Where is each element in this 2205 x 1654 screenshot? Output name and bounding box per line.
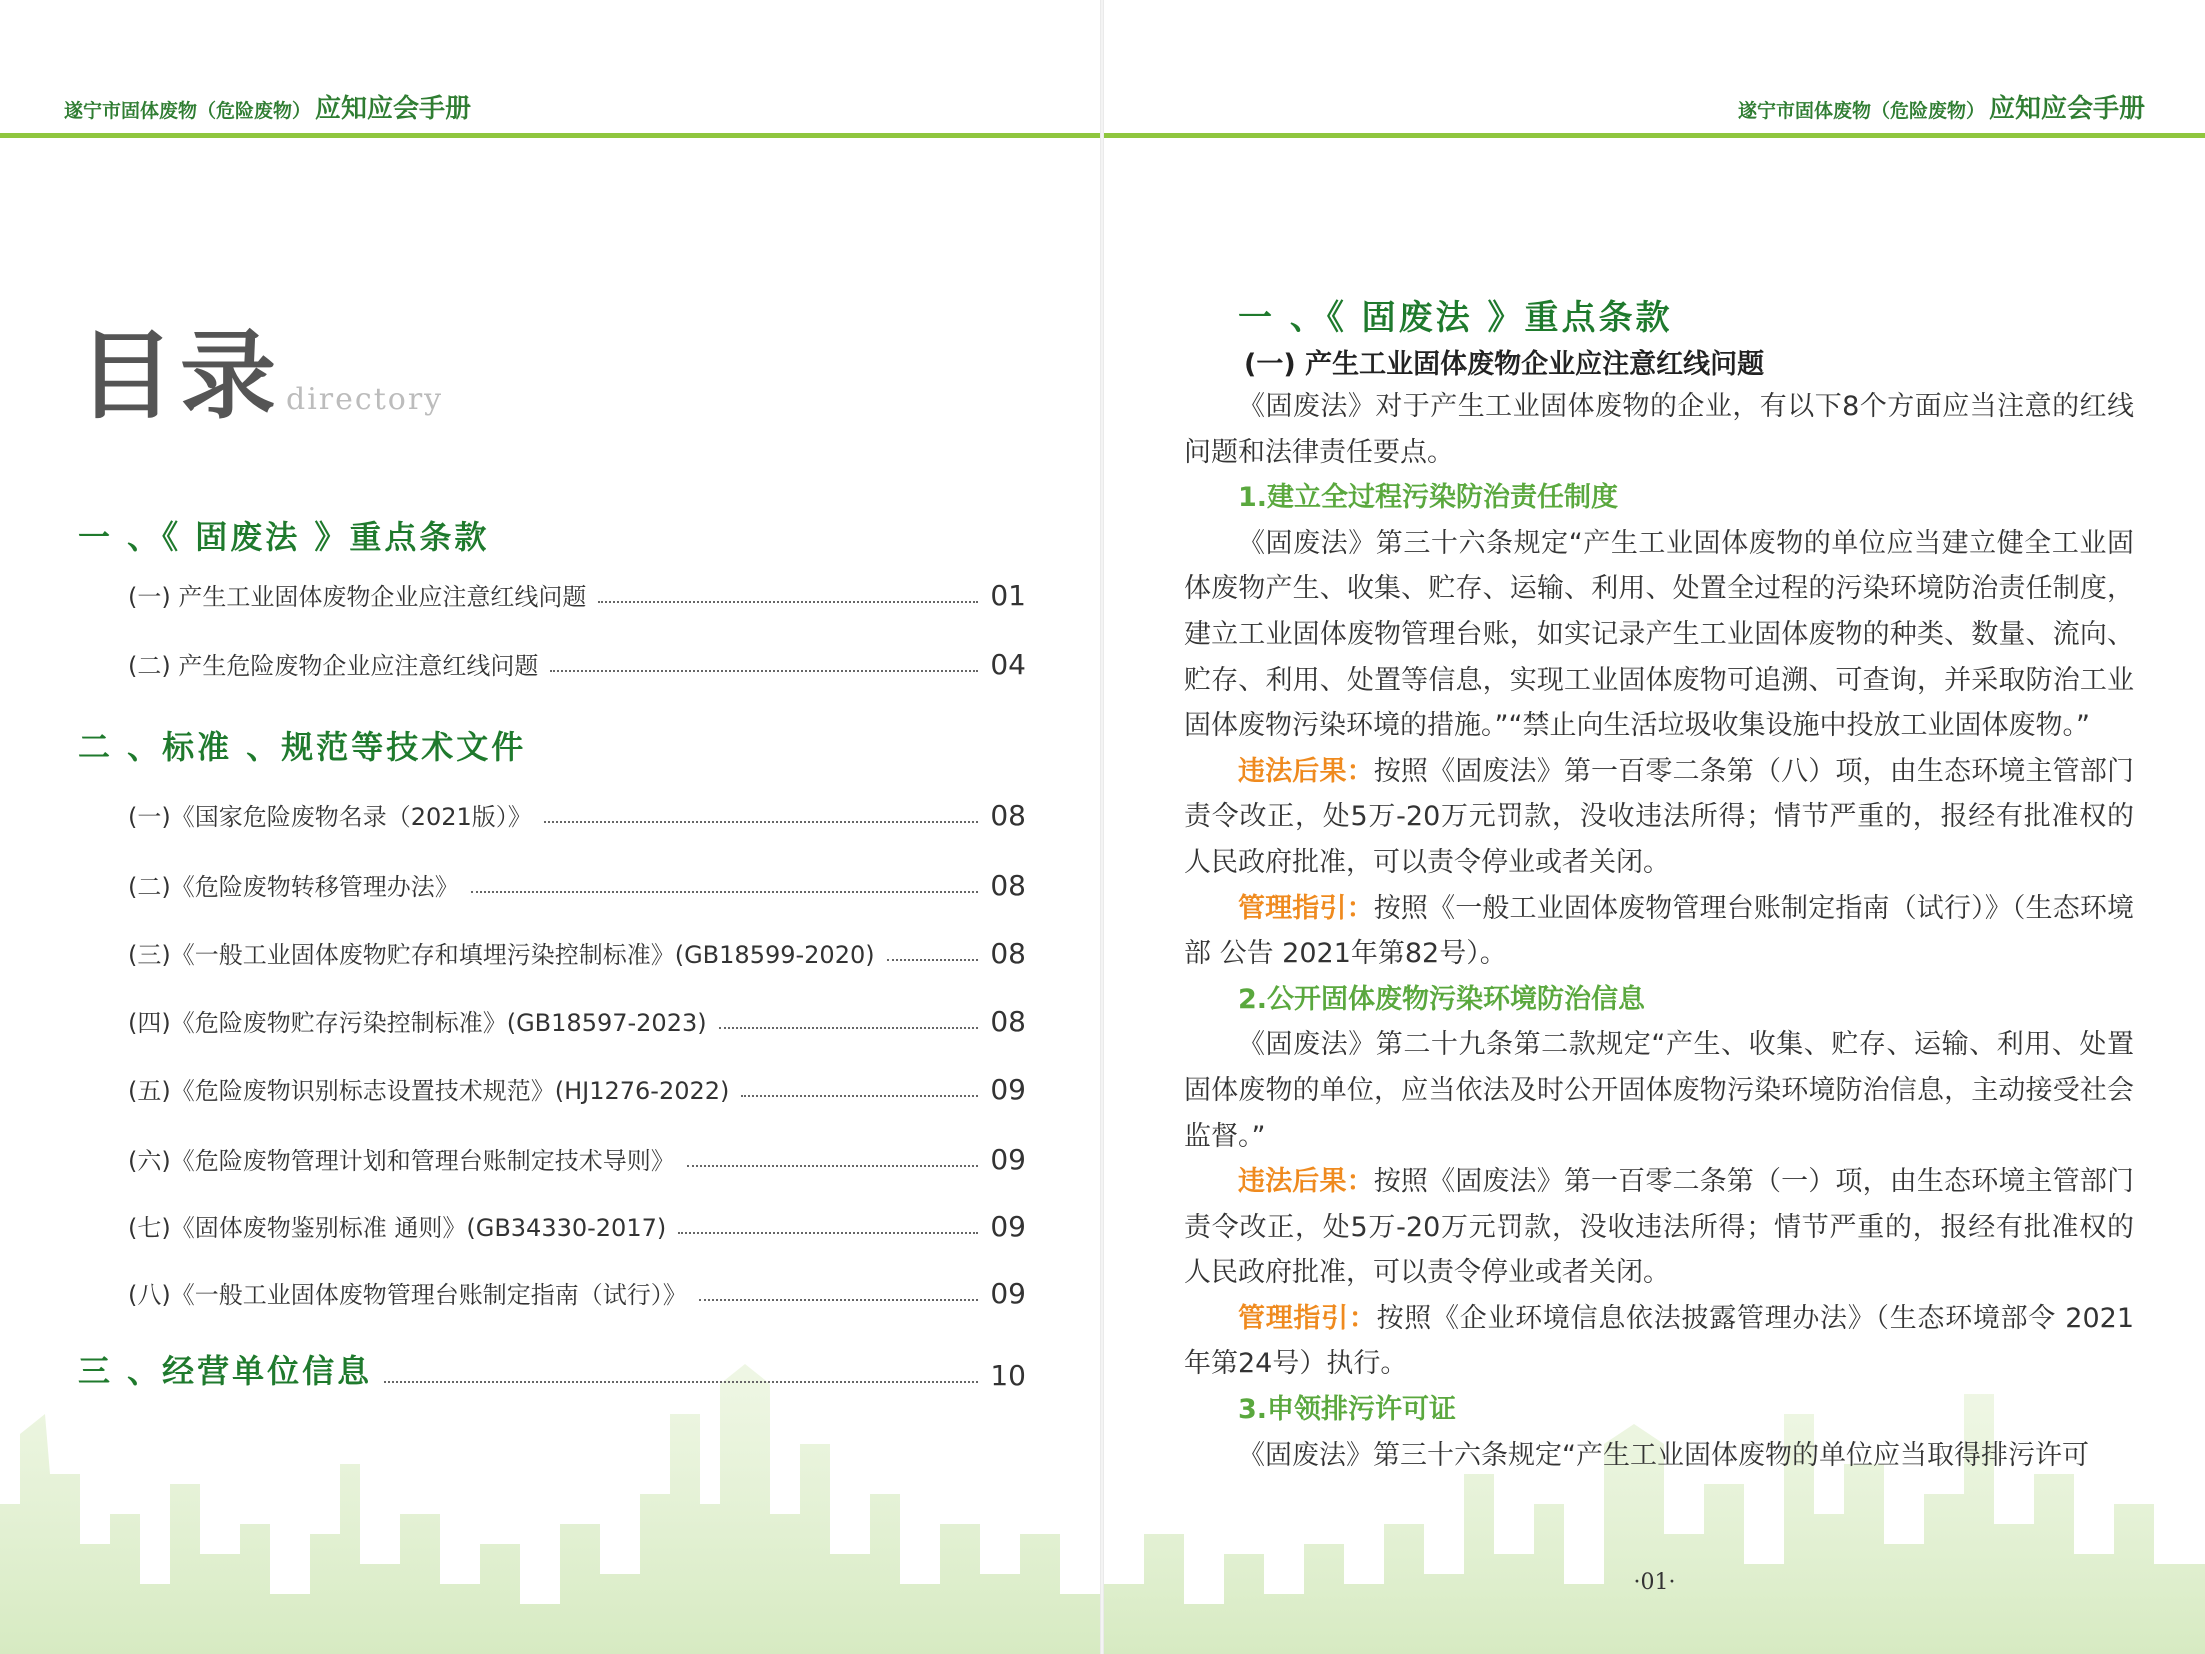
- item-text: 《固废法》第三十六条规定“产生工业固体废物的单位应当建立健全工业固体废物产生、收集、贮存、运输、利用、处置全过程的污染环境防治责任制度，建立工业固体废物管理台账，如实记录产生工业固体废物的种类、数量、流向、贮存、利用、处置等信息，实现工业固体废物可追溯、可查询，并采取防治工业固体废物污染环境的措施。”“禁止向生活垃圾收集设施中投放工业固体废物。”: [1184, 527, 2134, 742]
- toc-entry[interactable]: (二)《危险废物转移管理办法》 08: [128, 869, 1026, 902]
- consequence-label: 违法后果：: [1238, 1166, 1374, 1198]
- toc-entry[interactable]: (六)《危险废物管理计划和管理台账制定技术导则》 09: [128, 1143, 1026, 1176]
- toc-entry[interactable]: (一) 产生工业固体废物企业应注意红线问题 01: [128, 579, 1026, 612]
- left-page: [0, 0, 1100, 1654]
- toc-entry[interactable]: (三)《一般工业固体废物贮存和填埋污染控制标准》(GB18599-2020) 08: [128, 937, 1026, 970]
- guide-paragraph: [1184, 1296, 2134, 1387]
- header-title: 应知应会手册: [1988, 94, 2145, 124]
- consequence-text: 按照《固废法》第一百零二条第（一）项，由生态环境主管部门责令改正，处5万-20万元罚款，没收违法所得；情节严重的，报经有批准权的人民政府批准，可以责令停业或者关闭。: [1184, 1166, 2134, 1289]
- item-title: 2.公开固体废物污染环境防治信息: [1238, 983, 1646, 1015]
- city-skyline-background: [0, 1354, 1100, 1654]
- header-prefix: 遂宁市固体废物（危险废物）: [64, 100, 312, 122]
- page-header: [1738, 88, 2145, 128]
- header-rule: [0, 133, 1100, 138]
- toc-section-3[interactable]: 三 、经营单位信息 10: [78, 1352, 1026, 1392]
- toc-title-en: directory: [286, 382, 444, 417]
- toc-entry[interactable]: (七)《固体废物鉴别标准 通则》(GB34330-2017) 09: [128, 1210, 1026, 1243]
- consequence-paragraph: [1184, 1159, 2134, 1296]
- intro-paragraph: 《固废法》对于产生工业固体废物的企业，有以下8个方面应当注意的红线问题和法律责任要点。: [1184, 391, 2134, 468]
- guide-text: 按照《企业环境信息依法披露管理办法》（生态环境部令 2021年第24号）执行。: [1184, 1302, 2135, 1380]
- guide-text: 按照《一般工业固体废物管理台账制定指南（试行）》（生态环境部 公告 2021年第82号）。: [1184, 892, 2135, 970]
- subsection-heading: (一) 产生工业固体废物企业应注意红线问题: [1244, 349, 1765, 380]
- toc-section-2: 二 、标准 、规范等技术文件: [78, 728, 527, 766]
- item-title: 3.申领排污许可证: [1238, 1394, 1457, 1426]
- right-page: [1104, 0, 2205, 1654]
- toc-title: [78, 300, 443, 437]
- toc-entry[interactable]: (一)《国家危险废物名录（2021版）》 08: [128, 799, 1026, 832]
- article-body: [1184, 384, 2134, 1478]
- consequence-text: 按照《固废法》第一百零二条第（八）项，由生态环境主管部门责令改正，处5万-20万元罚款，没收违法所得；情节严重的，报经有批准权的人民政府批准，可以责令停业或者关闭。: [1184, 755, 2134, 878]
- toc-entry[interactable]: (四)《危险废物贮存污染控制标准》(GB18597-2023) 08: [128, 1005, 1026, 1038]
- header-prefix: 遂宁市固体废物（危险废物）: [1737, 100, 1985, 122]
- toc-entry[interactable]: (五)《危险废物识别标志设置技术规范》(HJ1276-2022) 09: [128, 1073, 1026, 1106]
- guide-label: 管理指引：: [1238, 1302, 1377, 1334]
- header-rule: [1104, 133, 2205, 138]
- guide-label: 管理指引：: [1238, 892, 1374, 924]
- consequence-label: 违法后果：: [1238, 755, 1374, 787]
- guide-paragraph: [1184, 886, 2134, 977]
- item-text: 《固废法》第三十六条规定“产生工业固体废物的单位应当取得排污许可: [1238, 1439, 2089, 1471]
- page-number: ·01·: [1633, 1570, 1676, 1595]
- toc-section-1: 一 、《 固废法 》重点条款: [78, 518, 490, 556]
- item-text: 《固废法》第二十九条第二款规定“产生、收集、贮存、运输、利用、处置固体废物的单位，应当依法及时公开固体废物污染环境防治信息，主动接受社会监督。”: [1184, 1029, 2134, 1152]
- toc-entry[interactable]: (二) 产生危险废物企业应注意红线问题 04: [128, 648, 1026, 681]
- section-heading: 一 、《 固废法 》重点条款: [1238, 298, 1673, 338]
- page-header: [64, 88, 471, 128]
- item-title: 1.建立全过程污染防治责任制度: [1238, 482, 1619, 514]
- toc-entry[interactable]: (八)《一般工业固体废物管理台账制定指南（试行）》 09: [128, 1277, 1026, 1310]
- consequence-paragraph: [1184, 749, 2134, 886]
- header-title: 应知应会手册: [315, 94, 472, 124]
- toc-title-cn: 目录: [78, 319, 282, 432]
